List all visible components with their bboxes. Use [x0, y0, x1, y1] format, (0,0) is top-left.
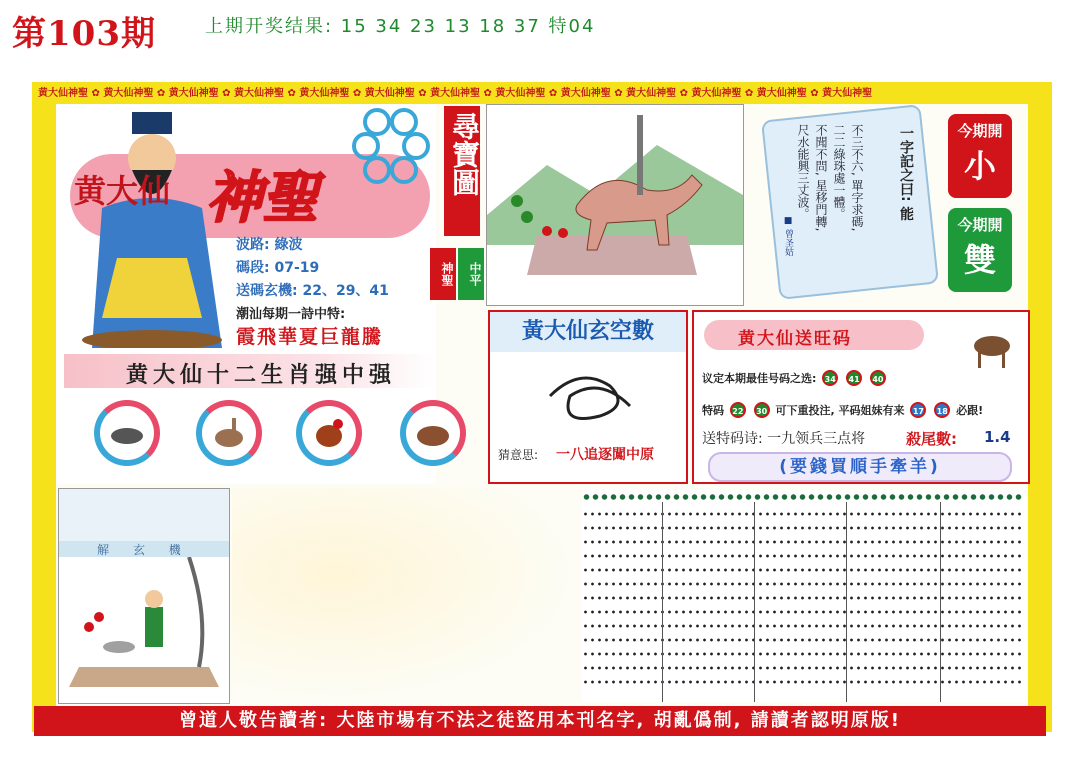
scroll-panel: [748, 104, 940, 304]
border-text-top: 黄大仙神聖 ✿ 黄大仙神聖 ✿ 黄大仙神聖 ✿ 黄大仙神聖 ✿ 黄大仙神聖 ✿ 黄大仙神聖 ✿ 黄大仙神聖 ✿ 黄大仙神聖 ✿ 黄大仙神聖 ✿ 黄大仙神聖 ✿ 黄大仙神聖 ✿ 黄大仙神聖 ✿ 黄大仙神聖: [38, 88, 873, 99]
main-board: [56, 104, 1028, 706]
dot-row: [582, 554, 1022, 558]
wangma-panel: [692, 310, 1030, 484]
goat-icon: [964, 318, 1020, 370]
zodiac-banner: 黄大仙十二生肖强中强: [126, 363, 397, 388]
best-ball: 34: [822, 370, 838, 386]
dot-row: [582, 526, 1022, 530]
pair-text: 必跟!: [956, 404, 984, 417]
slogan: (要錢買順手牽羊): [708, 452, 1012, 482]
issue-number: 第103期: [12, 14, 156, 54]
wave-text: 波路: 綠波: [236, 237, 303, 253]
dot-row: [582, 610, 1022, 614]
special-label: 特码: [702, 404, 724, 417]
poem-label: 送特码诗: 一九领兵三点将: [702, 431, 866, 447]
pair-ball: 17: [910, 402, 926, 418]
footer-notice: 曾道人敬告讀者: 大陸市場有不法之徒盜用本刊名字, 胡亂僞制, 請讀者認明原版!: [34, 706, 1046, 736]
best-ball: 41: [846, 370, 862, 386]
poem-text: 霞飛華夏巨龍騰: [236, 326, 384, 348]
open-small-card: [948, 114, 1012, 198]
dot-row: [582, 652, 1022, 656]
blank-glow: [232, 488, 582, 702]
best-label: 议定本期最佳号码之选:: [702, 372, 817, 385]
book-illustration: [59, 489, 229, 541]
grid-divider: [846, 502, 847, 702]
dot-row: [582, 666, 1022, 670]
last-result: 上期开奖结果: 15 34 23 13 18 37 特04: [205, 16, 596, 37]
scroll-line: 不三不六, 單字求碼,: [850, 124, 864, 232]
scroll-line: 尺水能興三丈波。: [796, 124, 810, 220]
dot-row: [582, 596, 1022, 600]
side-badge: 神聖: [430, 248, 456, 300]
grid-divider: [754, 502, 755, 702]
best-ball: 40: [870, 370, 886, 386]
scroll-author: ■ 曾圣姑: [783, 216, 793, 256]
poem-intro: 潮汕每期一詩中特:: [236, 307, 346, 322]
segment-text: 碼段: 07-19: [236, 260, 320, 276]
scribble-icon: [540, 366, 640, 426]
treasure-title-box: [444, 106, 480, 236]
bottom-left-picture: [58, 488, 230, 704]
open-small-value: 小: [963, 147, 996, 185]
special-text: 可下重投注, 平码姐妹有来: [775, 404, 905, 417]
xuankong-panel: [488, 310, 688, 484]
side-badge-small: 中平: [458, 248, 484, 300]
dot-grid: [582, 490, 1026, 702]
xuankong-title: 黃大仙玄空數: [490, 312, 686, 352]
best-row: [702, 370, 888, 386]
special-row: [702, 402, 983, 418]
zodiac-rabbit: [196, 400, 262, 466]
treasure-title: 尋寶圖: [448, 112, 481, 196]
dot-row: [582, 540, 1022, 544]
title-big: 神聖: [206, 166, 318, 231]
dot-row: [582, 568, 1022, 572]
mystery-text: 送碼玄機: 22、29、41: [236, 283, 389, 299]
guess-value: 一八追逐闖中原: [556, 447, 654, 463]
dot-row: [582, 512, 1022, 516]
sage-panel: [56, 104, 436, 484]
wangma-title: 黄大仙送旺码: [738, 329, 852, 349]
scroll-text: [794, 124, 866, 274]
dot-row: [582, 624, 1022, 628]
scroll-line: 不聞不問, 星移門轉,: [814, 124, 828, 232]
pair-ball: 18: [934, 402, 950, 418]
scroll-heading: 一字記之曰: 能: [898, 126, 914, 221]
gardener-illustration: [59, 557, 229, 697]
zodiac-rooster: [296, 400, 362, 466]
special-ball: 22: [730, 402, 746, 418]
dot-row: [582, 638, 1022, 642]
ball-row: [582, 494, 1022, 500]
open-small-label: 今期開: [957, 122, 1003, 140]
title-red: 黄大仙: [74, 172, 171, 210]
dot-row: [582, 582, 1022, 586]
tail-value: 1.4: [984, 428, 1011, 446]
special-ball: 30: [754, 402, 770, 418]
open-even-card: [948, 208, 1012, 292]
scroll-line: 二二綠珠處一體。: [832, 124, 846, 220]
grid-divider: [940, 502, 941, 702]
zodiac-pig: [400, 400, 466, 466]
open-even-label: 今期開: [957, 216, 1003, 234]
grid-divider: [662, 502, 663, 702]
horse-picture: [486, 104, 744, 306]
rings-icon: [352, 106, 432, 186]
zodiac-rat: [94, 400, 160, 466]
dot-row: [582, 680, 1022, 684]
tail-label: 殺尾數:: [906, 430, 957, 448]
guess-label: 猜意思:: [498, 448, 539, 462]
picture-caption: 解 玄 機: [59, 541, 229, 557]
open-even-value: 雙: [963, 241, 996, 279]
